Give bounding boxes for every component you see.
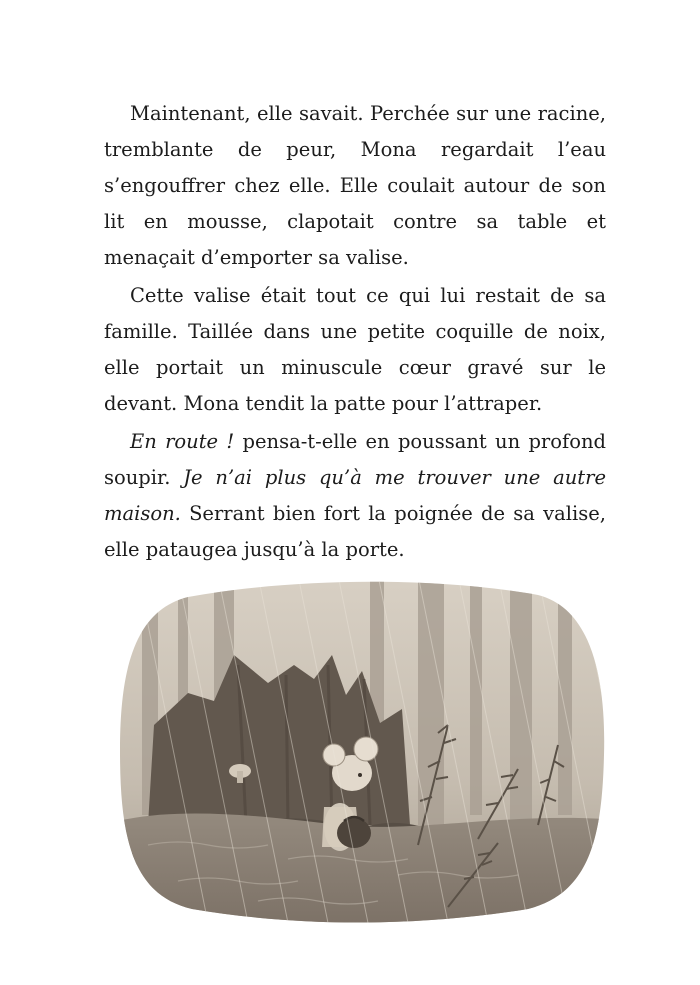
walnut-suitcase <box>337 818 371 848</box>
paragraph-2: Cette valise était tout ce qui lui restait de sa famille. Taillée dans une petite coquille de noix, elle portait un minuscule cœur gravé sur le devant. Mona tendit la patte pour l’attraper. <box>104 284 606 415</box>
illustration-svg <box>118 575 606 923</box>
italic-thought-1: En route ! <box>130 430 235 453</box>
narration-1: pensa-t-elle en poussant un profond soupir. <box>104 430 606 489</box>
paragraph-3 <box>104 424 606 568</box>
paragraph-1: Maintenant, elle savait. Perchée sur une racine, tremblante de peur, Mona regardait l’eau s’engouffrer chez elle. Elle coulait autour de son lit en mousse, clapotait contre sa table et menaçait d’emporter sa valise. <box>104 102 606 269</box>
story-text <box>104 96 606 568</box>
flooded-forest-illustration <box>118 575 606 923</box>
narration-2: Serrant bien fort la poignée de sa valise, elle pataugea jusqu’à la porte. <box>104 502 606 561</box>
italic-thought-2: Je n’ai plus qu’à me trouver une autre maison. <box>104 466 606 525</box>
